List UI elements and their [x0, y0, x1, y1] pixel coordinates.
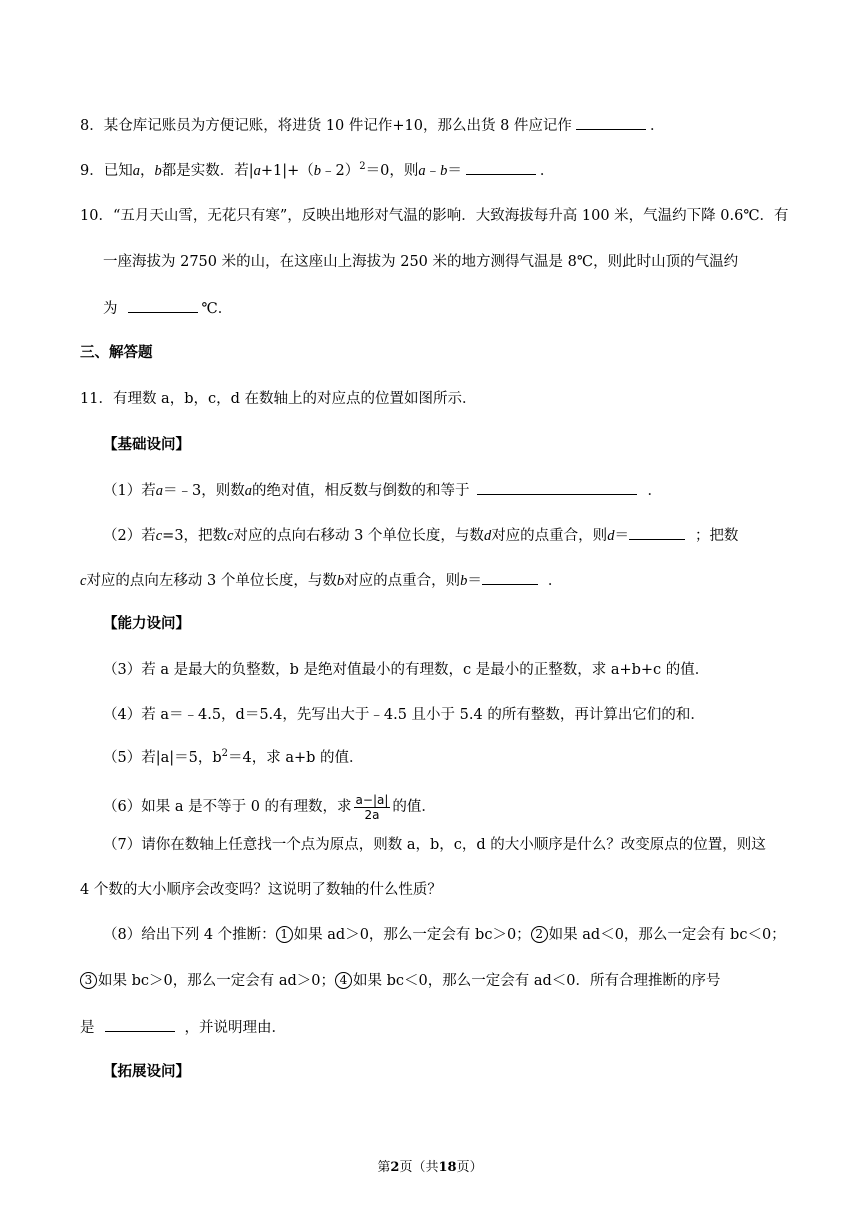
part-7-line-1: （7）请你在数轴上任意找一个点为原点，则数 a，b，c，d 的大小顺序是什么？改变原点的位置，则这	[103, 837, 766, 853]
answer-blank	[128, 298, 198, 313]
question-11-stem: 11．有理数 a，b，c，d 在数轴上的对应点的位置如图所示．	[80, 391, 477, 407]
answer-blank	[466, 160, 536, 175]
part-2-line-2: c对应的点向左移动 3 个单位长度，与数b对应的点重合，则b＝ ．	[80, 570, 562, 591]
extend-header: 【拓展设问】	[103, 1063, 190, 1080]
section-heading: 三、解答题	[80, 344, 153, 361]
part-5: （5）若|a|＝5，$b^2=4$，求 a+b 的值．	[103, 748, 364, 766]
part-8-line-3: 是 ，并说明理由．	[80, 1017, 286, 1038]
part-7-line-2: 4 个数的大小顺序会改变吗？这说明了数轴的什么性质？	[80, 882, 442, 898]
answer-blank	[629, 525, 685, 540]
question-9: 9．已知a，b都是实数．若|a+1|+（b﹣2）$^2$＝0，则a﹣b＝ ．	[80, 161, 555, 179]
fraction: $\frac{a-|a|}{2a}$	[355, 792, 389, 822]
part-4: （4）若 a＝﹣4.5，d＝5.4，先写出大于﹣4.5 且小于 5.4 的所有整数，再计算出它们的和．	[103, 707, 705, 723]
answer-blank	[477, 480, 637, 495]
circled-number: 3	[80, 972, 97, 989]
part-8-line-1: （8）给出下列 4 个推断： 1 如果 ad＞0，那么一定会有 bc＞0； 2 如果 ad＜0，那么一定会有 bc＜0；	[103, 927, 786, 943]
circled-number: 4	[335, 972, 352, 989]
part-6: （6）如果 a 是不等于 0 的有理数，求 $\frac{a-|a|}{2a}$ 的值．	[103, 792, 436, 822]
part-8-line-2: 3 如果 bc＞0，那么一定会有 ad＞0； 4 如果 bc＜0，那么一定会有 ad＜0．所有合理推断的序号	[80, 971, 721, 991]
answer-blank	[482, 570, 538, 585]
part-2-line-1: （2）若c=3，把数c对应的点向右移动 3 个单位长度，与数d对应的点重合，则d＝ ；把数	[103, 525, 738, 546]
basic-header: 【基础设问】	[103, 436, 190, 453]
page-footer: 第2页（共18页）	[377, 1160, 483, 1175]
answer-blank	[576, 115, 646, 130]
part-3: （3）若 a 是最大的负整数，b 是绝对值最小的有理数，c 是最小的正整数，求 a+b+c 的值．	[103, 662, 710, 678]
circled-number: 1	[276, 926, 293, 943]
part-1: （1）若a＝﹣3，则数a的绝对值，相反数与倒数的和等于 ．	[103, 480, 662, 501]
question-10-line-1: 10．“五月天山雪，无花只有寒”，反映出地形对气温的影响．大致海拔每升高 100 米，气温约下降 0.6℃．有	[80, 208, 789, 224]
question-8: 8．某仓库记账员为方便记账，将进货 10 件记作+10，那么出货 8 件应记作 ．	[80, 115, 664, 136]
answer-blank	[105, 1017, 175, 1032]
question-10-line-3: 为 ℃．	[103, 298, 232, 319]
ability-header: 【能力设问】	[103, 615, 190, 632]
circled-number: 2	[531, 926, 548, 943]
question-10-line-2: 一座海拔为 2750 米的山，在这座山上海拔为 250 米的地方测得气温是 8℃，则此时山顶的气温约	[103, 254, 739, 270]
